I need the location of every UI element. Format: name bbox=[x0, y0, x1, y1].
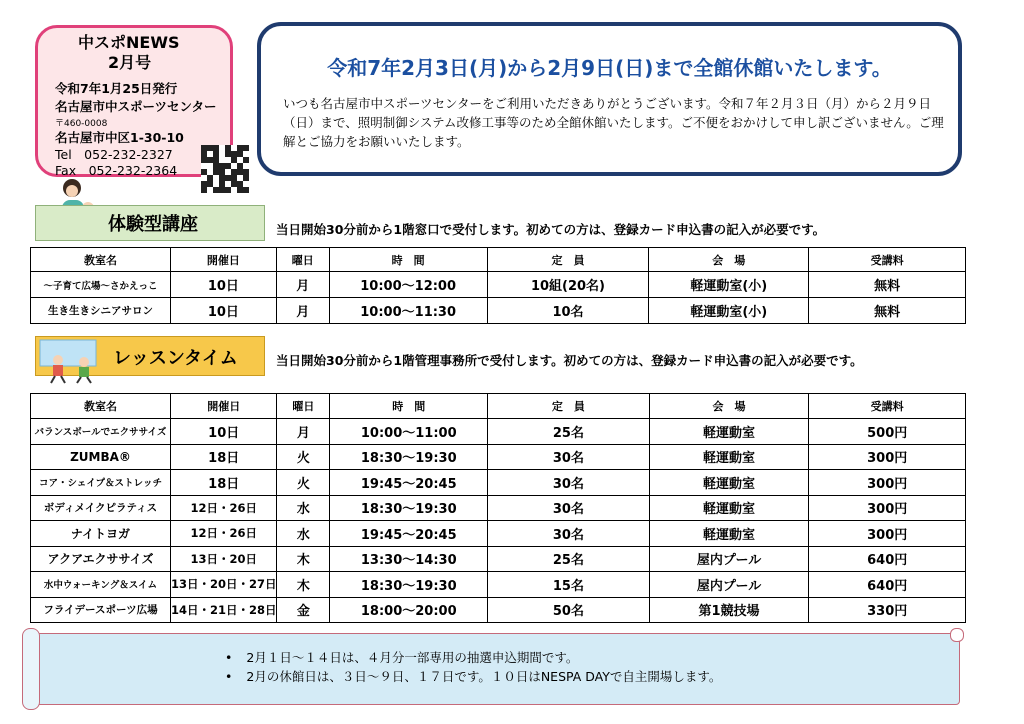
section-trial-course-note: 当日開始30分前から1階窓口で受付します。初めての方は、登録カード申込書の記入が必要です。 bbox=[276, 222, 826, 237]
table-cell: 30名 bbox=[488, 521, 650, 547]
footer-info-item: • 2月の休館日は、３日～９日、１７日です。１０日はNESPA DAYで自主開場します。 bbox=[225, 667, 721, 686]
table-row bbox=[31, 470, 966, 496]
table-cell: 18:30～19:30 bbox=[330, 572, 488, 598]
table-row bbox=[31, 272, 966, 298]
table-cell: 水 bbox=[277, 521, 330, 547]
table-cell: 13:30～14:30 bbox=[330, 546, 488, 572]
table-cell: 12日・26日 bbox=[170, 521, 277, 547]
table-row bbox=[31, 546, 966, 572]
table-cell: 19:45～20:45 bbox=[330, 470, 488, 496]
table-cell: 640円 bbox=[809, 546, 966, 572]
table-cell: 無料 bbox=[809, 298, 966, 324]
table-cell: 金 bbox=[277, 597, 330, 623]
table-cell: 10日 bbox=[170, 419, 277, 445]
lesson-time-table bbox=[30, 393, 966, 623]
table-cell: 25名 bbox=[488, 546, 650, 572]
table-row bbox=[31, 597, 966, 623]
section-lesson-time-label: レッスンタイム bbox=[113, 348, 238, 369]
table-cell: 640円 bbox=[809, 572, 966, 598]
table-cell: ～子育て広場～さかえっこ bbox=[31, 272, 171, 298]
section-trial-course-label: 体験型講座 bbox=[108, 214, 198, 235]
table-cell: 軽運動室 bbox=[649, 470, 809, 496]
table-cell: 18:30～19:30 bbox=[330, 495, 488, 521]
table-cell: 軽運動室(小) bbox=[649, 298, 809, 324]
column-header: 曜日 bbox=[276, 248, 329, 272]
table-row bbox=[31, 495, 966, 521]
children-running-illustration bbox=[38, 338, 108, 384]
table-cell: 30名 bbox=[488, 470, 650, 496]
table-cell: 水中ウォーキング＆スイム bbox=[31, 572, 171, 598]
trial-course-table bbox=[30, 247, 966, 324]
table-row bbox=[31, 298, 966, 324]
table-cell: 軽運動室(小) bbox=[649, 272, 809, 298]
table-cell: 屋内プール bbox=[649, 546, 809, 572]
table-cell: 18:00～20:00 bbox=[330, 597, 488, 623]
footer-info-list bbox=[225, 648, 721, 686]
table-cell: 火 bbox=[277, 470, 330, 496]
news-month: 2月号 bbox=[108, 53, 152, 72]
table-cell: 300円 bbox=[809, 444, 966, 470]
news-address: 名古屋市中区1-30-10 bbox=[55, 130, 184, 145]
table-cell: 300円 bbox=[809, 470, 966, 496]
column-header: 定 員 bbox=[487, 248, 649, 272]
column-header: 曜日 bbox=[277, 394, 330, 419]
table-cell: 月 bbox=[277, 419, 330, 445]
table-cell: 300円 bbox=[809, 495, 966, 521]
table-cell: 軽運動室 bbox=[649, 495, 809, 521]
column-header: 受講料 bbox=[809, 248, 966, 272]
table-cell: 30名 bbox=[488, 495, 650, 521]
table-cell: 10組(20名) bbox=[487, 272, 649, 298]
table-cell: コア・シェイプ＆ストレッチ bbox=[31, 470, 171, 496]
table-row bbox=[31, 521, 966, 547]
scroll-roll-right bbox=[950, 628, 964, 642]
table-cell: 10:00～11:00 bbox=[330, 419, 488, 445]
table-cell: 19:45～20:45 bbox=[330, 521, 488, 547]
column-header: 時 間 bbox=[330, 394, 488, 419]
table-cell: 300円 bbox=[809, 521, 966, 547]
news-fax: Fax 052-232-2364 bbox=[55, 163, 178, 178]
table-cell: 軽運動室 bbox=[649, 419, 809, 445]
table-cell: 50名 bbox=[488, 597, 650, 623]
table-cell: 軽運動室 bbox=[649, 444, 809, 470]
table-cell: 木 bbox=[277, 546, 330, 572]
table-cell: 330円 bbox=[809, 597, 966, 623]
table-cell: 無料 bbox=[809, 272, 966, 298]
column-header: 開催日 bbox=[170, 394, 277, 419]
table-cell: ナイトヨガ bbox=[31, 521, 171, 547]
table-header-row bbox=[31, 394, 966, 419]
scroll-roll-left bbox=[22, 628, 40, 710]
footer-info-item: • 2月１日～１４日は、４月分一部専用の抽選申込期間です。 bbox=[225, 648, 721, 667]
table-cell: ボディメイクピラティス bbox=[31, 495, 171, 521]
column-header: 教室名 bbox=[31, 394, 171, 419]
table-cell: 第1競技場 bbox=[649, 597, 809, 623]
qr-code-icon[interactable] bbox=[201, 145, 249, 193]
news-tel: Tel 052-232-2327 bbox=[55, 147, 173, 162]
closure-notice-body: いつも名古屋市中スポーツセンターをご利用いただきありがとうございます。令和７年２月３日（月）から２月９日（日）まで、照明制御システム改修工事等のため全館休館いたします。ご不便をおかけして申し訳ございません。ご理解とご協力をお願いいたします。 bbox=[283, 96, 944, 149]
table-cell: 10日 bbox=[170, 272, 276, 298]
table-cell: フライデースポーツ広場 bbox=[31, 597, 171, 623]
section-lesson-time-note: 当日開始30分前から1階管理事務所で受付します。初めての方は、登録カード申込書の記入が必要です。 bbox=[276, 353, 863, 368]
table-cell: 14日・21日・28日 bbox=[170, 597, 277, 623]
table-cell: ZUMBA® bbox=[31, 444, 171, 470]
table-cell: 月 bbox=[276, 272, 329, 298]
table-cell: 15名 bbox=[488, 572, 650, 598]
table-cell: 火 bbox=[277, 444, 330, 470]
table-cell: 10名 bbox=[487, 298, 649, 324]
table-cell: 30名 bbox=[488, 444, 650, 470]
table-cell: 18日 bbox=[170, 444, 277, 470]
table-cell: 月 bbox=[276, 298, 329, 324]
table-cell: 12日・26日 bbox=[170, 495, 277, 521]
table-cell: 25名 bbox=[488, 419, 650, 445]
column-header: 会 場 bbox=[649, 394, 809, 419]
table-cell: バランスボールでエクササイズ bbox=[31, 419, 171, 445]
table-row bbox=[31, 444, 966, 470]
table-cell: アクアエクササイズ bbox=[31, 546, 171, 572]
column-header: 受講料 bbox=[809, 394, 966, 419]
table-header-row bbox=[31, 248, 966, 272]
table-cell: 10:00～12:00 bbox=[329, 272, 487, 298]
column-header: 教室名 bbox=[31, 248, 171, 272]
table-cell: 水 bbox=[277, 495, 330, 521]
table-cell: 18:30～19:30 bbox=[330, 444, 488, 470]
table-cell: 500円 bbox=[809, 419, 966, 445]
news-postal: 〒460-0008 bbox=[55, 119, 108, 129]
news-issued: 令和7年1月25日発行 bbox=[55, 81, 178, 96]
table-cell: 10:00～11:30 bbox=[329, 298, 487, 324]
table-row bbox=[31, 419, 966, 445]
table-cell: 木 bbox=[277, 572, 330, 598]
table-cell: 10日 bbox=[170, 298, 276, 324]
table-cell: 屋内プール bbox=[649, 572, 809, 598]
column-header: 会 場 bbox=[649, 248, 809, 272]
table-cell: 13日・20日 bbox=[170, 546, 277, 572]
news-title: 中スポNEWS bbox=[78, 33, 180, 52]
column-header: 時 間 bbox=[329, 248, 487, 272]
column-header: 定 員 bbox=[488, 394, 650, 419]
news-center: 名古屋市中スポーツセンター bbox=[55, 99, 217, 114]
table-cell: 生き生きシニアサロン bbox=[31, 298, 171, 324]
table-row bbox=[31, 572, 966, 598]
column-header: 開催日 bbox=[170, 248, 276, 272]
closure-notice-title: 令和7年2月3日(月)から2月9日(日)まで全館休館いたします。 bbox=[327, 56, 892, 80]
table-cell: 18日 bbox=[170, 470, 277, 496]
table-cell: 13日・20日・27日 bbox=[170, 572, 277, 598]
table-cell: 軽運動室 bbox=[649, 521, 809, 547]
